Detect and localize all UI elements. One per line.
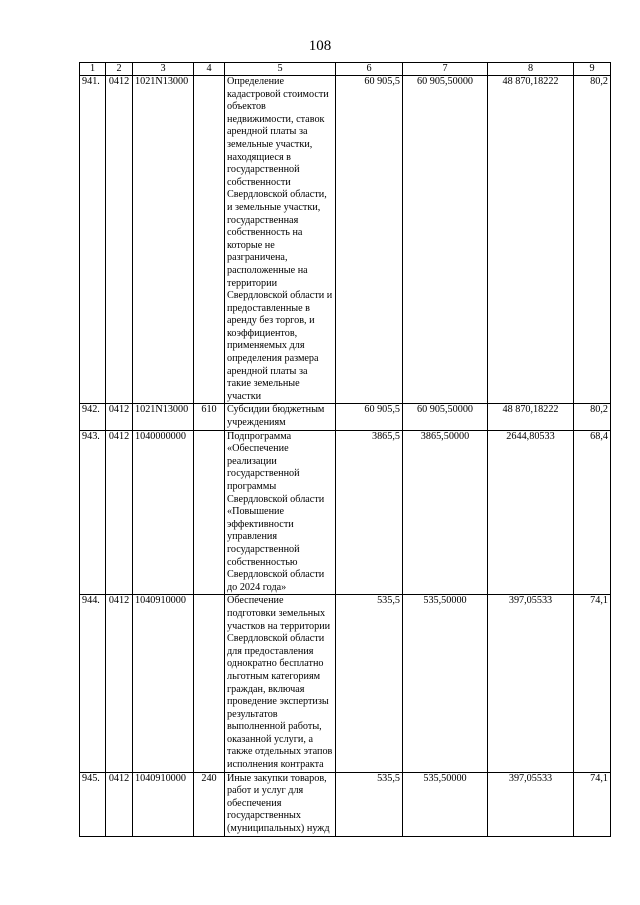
expense-type <box>194 430 225 595</box>
amount-approved: 535,50000 <box>403 595 488 772</box>
amount-planned: 60 905,5 <box>336 404 403 430</box>
target-code: 1040910000 <box>133 772 194 836</box>
section-code: 0412 <box>106 404 133 430</box>
amount-approved: 60 905,50000 <box>403 76 488 404</box>
col-header-8: 8 <box>488 63 574 76</box>
item-name: Обеспечение подготовки земельных участков на территории Свердловской области для предоставления однократно бесплатно льготным категориям граждан, включая проведение экспертизы результатов выполненной работы, оказанной услуги, а также отдельных этапов исполнения контракта <box>225 595 336 772</box>
amount-executed: 397,05533 <box>488 595 574 772</box>
col-header-7: 7 <box>403 63 488 76</box>
row-number: 945. <box>80 772 106 836</box>
table-row <box>80 595 611 772</box>
page-number: 108 <box>308 38 332 54</box>
table-row <box>80 76 611 404</box>
col-header-2: 2 <box>106 63 133 76</box>
table-row <box>80 404 611 430</box>
row-number: 944. <box>80 595 106 772</box>
col-header-6: 6 <box>336 63 403 76</box>
target-code: 1021N13000 <box>133 76 194 404</box>
amount-executed: 397,05533 <box>488 772 574 836</box>
amount-planned: 3865,5 <box>336 430 403 595</box>
target-code: 1021N13000 <box>133 404 194 430</box>
row-number: 941. <box>80 76 106 404</box>
amount-approved: 535,50000 <box>403 772 488 836</box>
row-number: 943. <box>80 430 106 595</box>
item-name: Субсидии бюджетным учреждениям <box>225 404 336 430</box>
section-code: 0412 <box>106 76 133 404</box>
amount-planned: 535,5 <box>336 772 403 836</box>
amount-executed: 48 870,18222 <box>488 76 574 404</box>
expense-type <box>194 76 225 404</box>
amount-planned: 60 905,5 <box>336 76 403 404</box>
table-row <box>80 772 611 836</box>
percent-executed: 80,2 <box>574 404 611 430</box>
col-header-5: 5 <box>225 63 336 76</box>
col-header-4: 4 <box>194 63 225 76</box>
percent-executed: 80,2 <box>574 76 611 404</box>
amount-approved: 60 905,50000 <box>403 404 488 430</box>
amount-approved: 3865,50000 <box>403 430 488 595</box>
expense-type <box>194 595 225 772</box>
expense-type: 610 <box>194 404 225 430</box>
col-header-1: 1 <box>80 63 106 76</box>
target-code: 1040000000 <box>133 430 194 595</box>
expense-type: 240 <box>194 772 225 836</box>
item-name: Иные закупки товаров, работ и услуг для обеспечения государственных (муниципальных) нужд <box>225 772 336 836</box>
amount-executed: 2644,80533 <box>488 430 574 595</box>
amount-planned: 535,5 <box>336 595 403 772</box>
budget-table <box>79 62 611 837</box>
target-code: 1040910000 <box>133 595 194 772</box>
item-name: Подпрограмма «Обеспечение реализации государственной программы Свердловской области «Повышение эффективности управления государственной собственностью Свердловской области до 2024 года» <box>225 430 336 595</box>
section-code: 0412 <box>106 430 133 595</box>
item-name: Определение кадастровой стоимости объектов недвижимости, ставок арендной платы за земельные участки, находящиеся в государственной собственности Свердловской области, и земельные участки, государственная собственность на которые не разграничена, расположенные на территории Свердловской области и предоставленные в аренду без торгов, и коэффициентов, применяемых для определения размера арендной платы за такие земельные участки <box>225 76 336 404</box>
section-code: 0412 <box>106 595 133 772</box>
percent-executed: 74,1 <box>574 772 611 836</box>
header-row <box>80 63 611 76</box>
amount-executed: 48 870,18222 <box>488 404 574 430</box>
section-code: 0412 <box>106 772 133 836</box>
percent-executed: 68,4 <box>574 430 611 595</box>
col-header-9: 9 <box>574 63 611 76</box>
row-number: 942. <box>80 404 106 430</box>
percent-executed: 74,1 <box>574 595 611 772</box>
table-row <box>80 430 611 595</box>
col-header-3: 3 <box>133 63 194 76</box>
